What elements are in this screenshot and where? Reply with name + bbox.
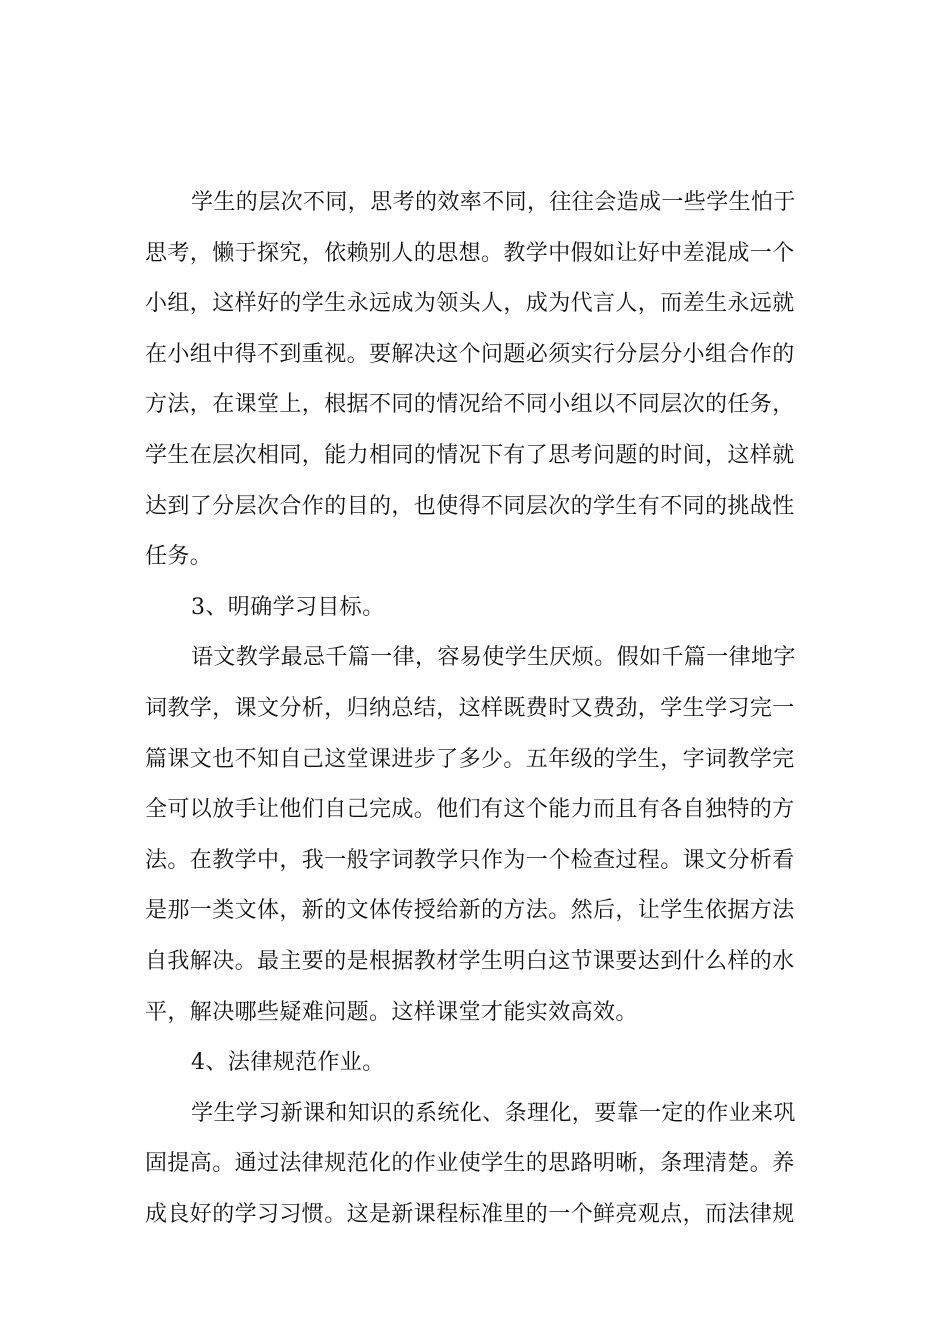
- text-line: 篇课文也不知自己这堂课进步了多少。五年级的学生，字词教学完: [145, 746, 795, 772]
- text-line: 法。在教学中，我一般字词教学只作为一个检查过程。课文分析看: [145, 847, 795, 873]
- text-line: 词教学，课文分析，归纳总结，这样既费时又费劲，学生学习完一: [145, 695, 795, 721]
- text-line: 平，解决哪些疑难问题。这样课堂才能实效高效。: [145, 999, 638, 1025]
- text-line: 全可以放手让他们自己完成。他们有这个能力而且有各自独特的方: [145, 797, 795, 823]
- text-line: 固提高。通过法律规范化的作业使学生的思路明晰，条理清楚。养: [145, 1151, 795, 1177]
- section-heading: 4、法律规范作业。: [191, 1050, 385, 1076]
- text-line: 任务。: [145, 544, 213, 570]
- text-line: 思考，懒于探究，依赖别人的思想。教学中假如让好中差混成一个: [145, 240, 795, 266]
- body-text: [145, 178, 809, 1240]
- text-line: 语文教学最忌千篇一律，容易使学生厌烦。假如千篇一律地字: [191, 645, 796, 671]
- text-line: 达到了分层次合作的目的，也使得不同层次的学生有不同的挑战性: [145, 493, 795, 519]
- text-line: 方法，在课堂上，根据不同的情况给不同小组以不同层次的任务，: [145, 392, 795, 418]
- text-line: 成良好的学习习惯。这是新课程标准里的一个鲜亮观点，而法律规: [145, 1201, 795, 1227]
- text-line: 是那一类文体，新的文体传授给新的方法。然后，让学生依据方法: [145, 898, 795, 924]
- text-line: 学生学习新课和知识的系统化、条理化，要靠一定的作业来巩: [191, 1100, 796, 1126]
- text-line: 学生在层次相同，能力相同的情况下有了思考问题的时间，这样就: [145, 442, 795, 468]
- text-line: 在小组中得不到重视。要解决这个问题必须实行分层分小组合作的: [145, 341, 795, 367]
- text-line: 自我解决。最主要的是根据教材学生明白这节课要达到什么样的水: [145, 948, 795, 974]
- text-line: 小组，这样好的学生永远成为领头人，成为代言人，而差生永远就: [145, 291, 795, 317]
- section-heading: 3、明确学习目标。: [191, 594, 385, 620]
- text-line: 学生的层次不同，思考的效率不同，往往会造成一些学生怕于: [191, 190, 796, 215]
